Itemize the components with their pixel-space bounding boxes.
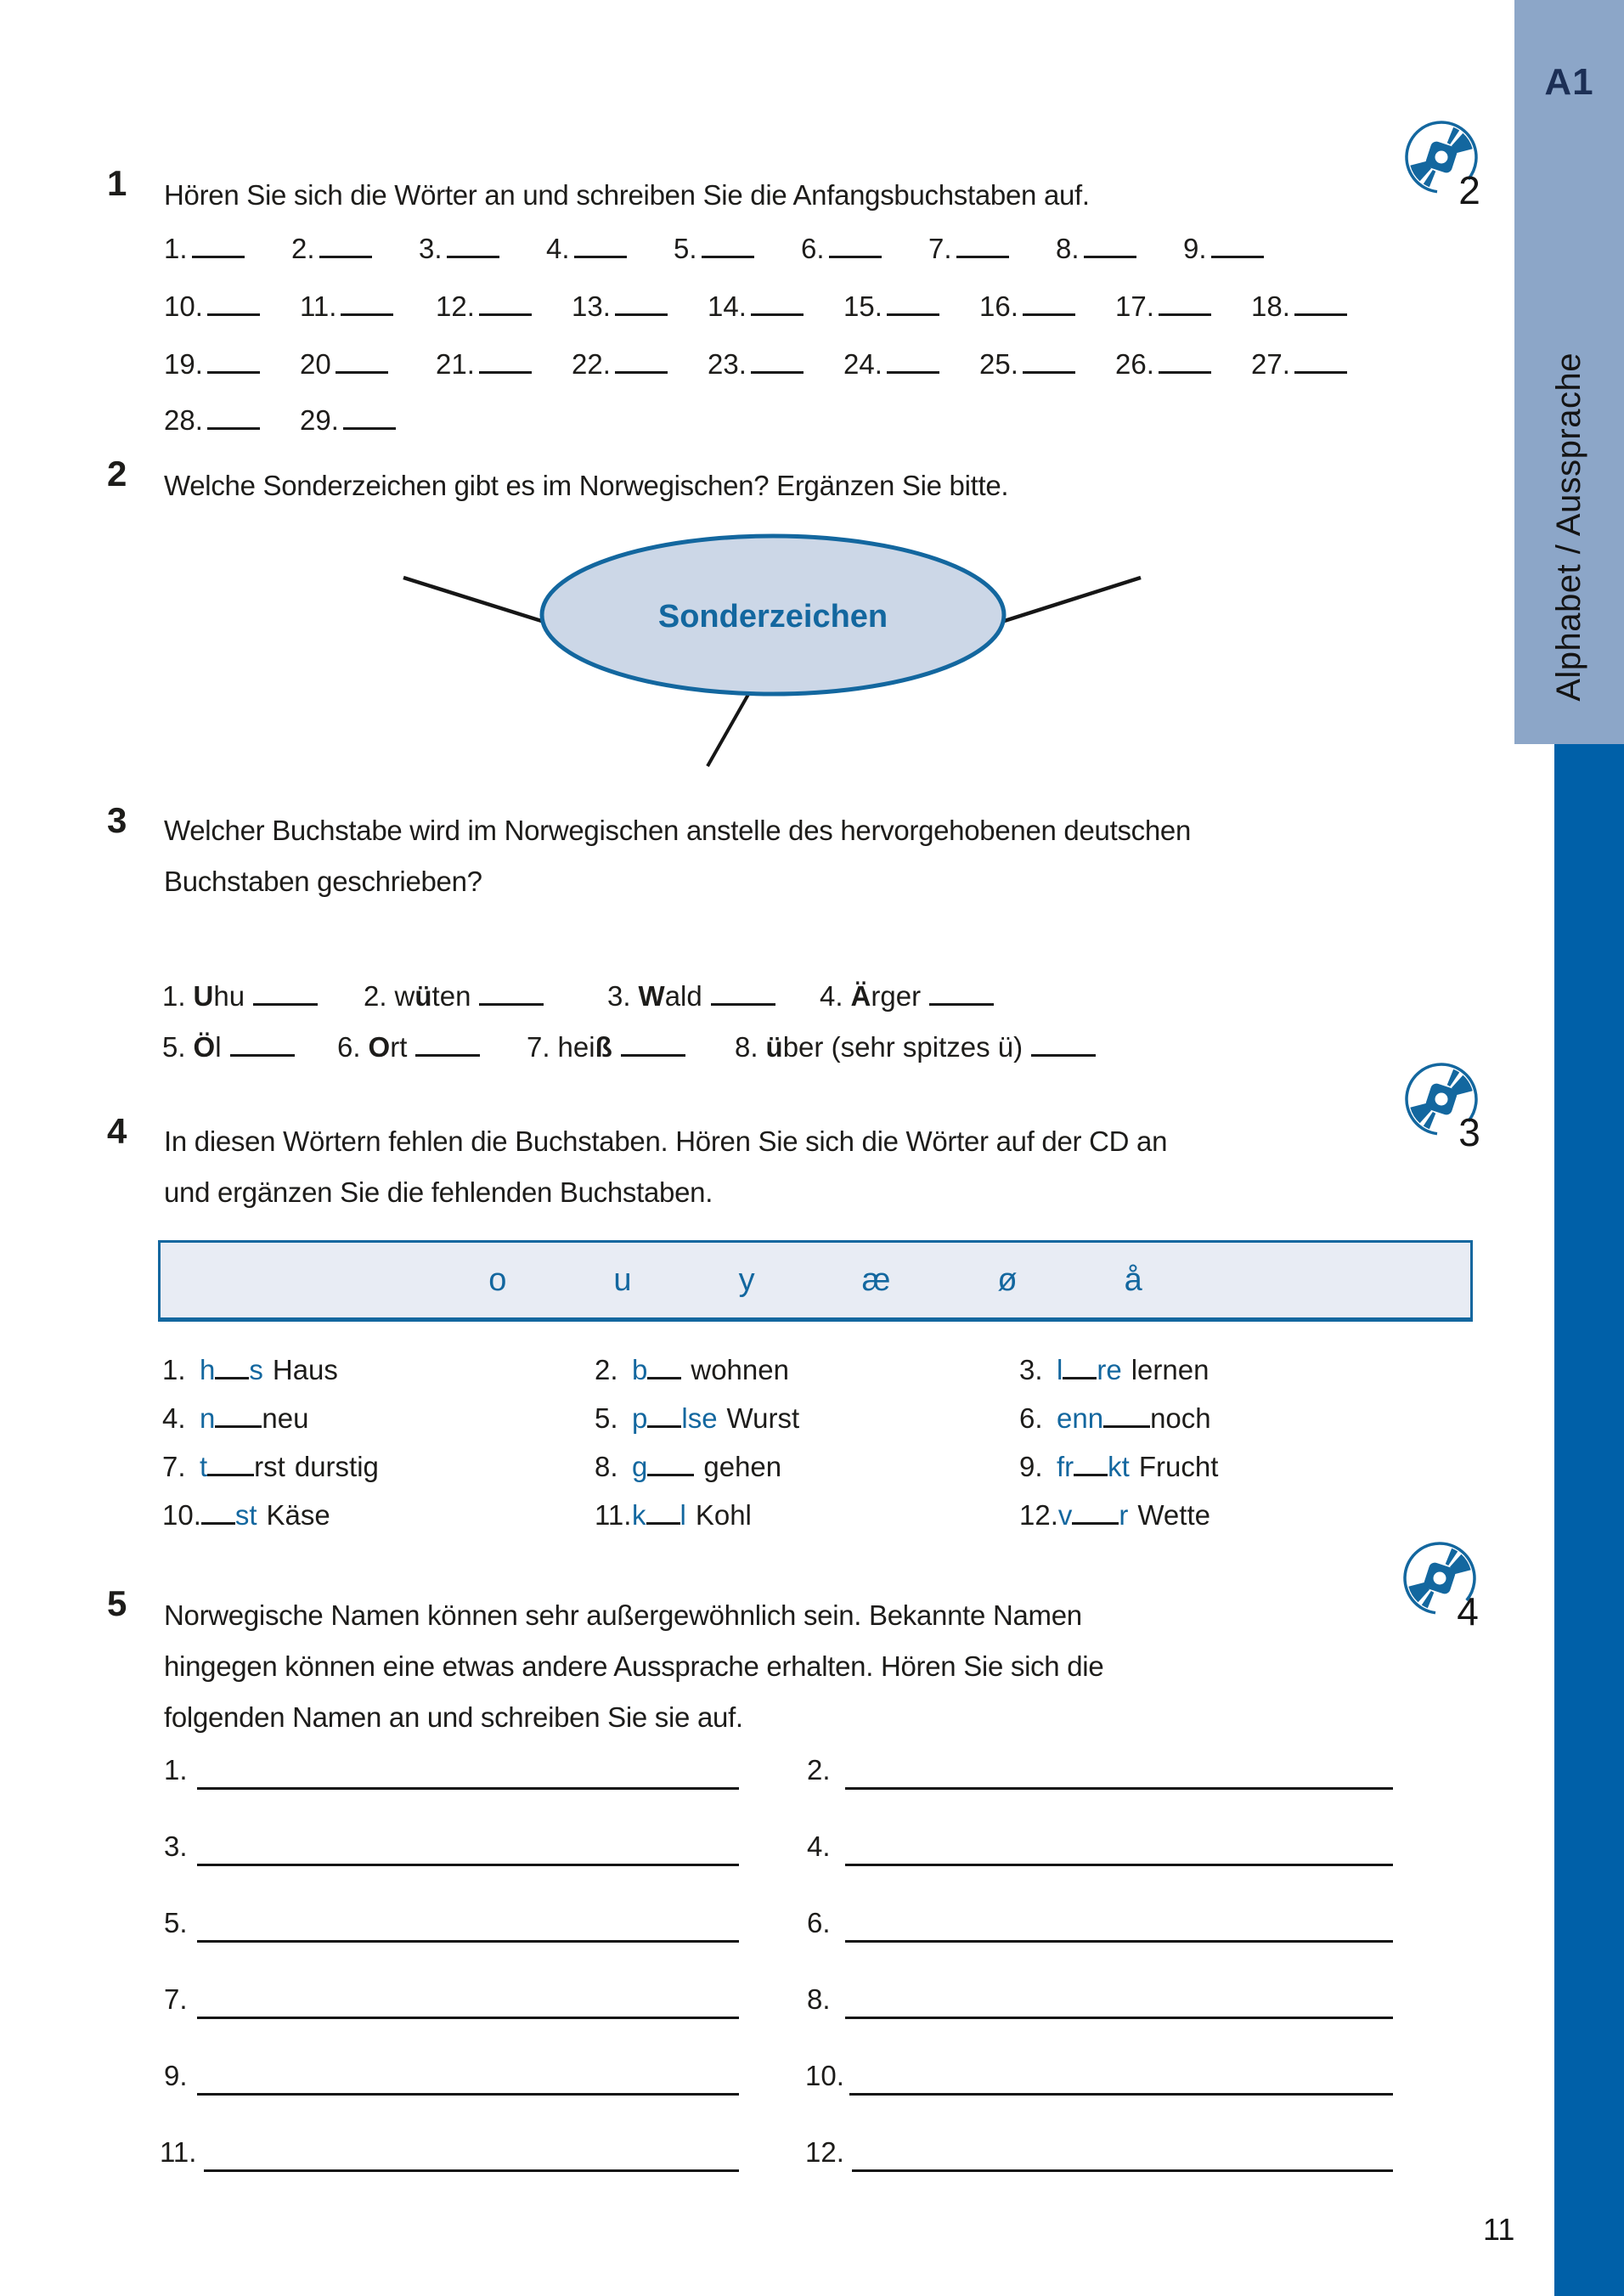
- blank-item: [1056, 228, 1183, 270]
- blank-item: [1115, 343, 1251, 386]
- instruction-line: hingegen können eine etwas andere Aussprache erhalten. Hören Sie sich die: [164, 1650, 1104, 1682]
- highlighted-letter: Ö: [193, 1031, 216, 1063]
- fill-in-item: 5. p lse Wurst: [595, 1397, 1019, 1446]
- item-number: 2.: [364, 980, 387, 1012]
- german-word: Wurst: [726, 1402, 800, 1434]
- answer-blank: [479, 343, 532, 374]
- fill-in-item: 9. fr kt Frucht: [1019, 1446, 1453, 1494]
- answer-blank: [1159, 285, 1211, 316]
- exercise-1-blank-row: [164, 285, 1387, 328]
- name-blank-row: [0, 1902, 1624, 1943]
- writing-line: [197, 1864, 739, 1866]
- exercise-5-instruction: [164, 1590, 1103, 1743]
- letter-option: ø: [997, 1261, 1018, 1298]
- blank-item: [843, 343, 979, 386]
- cd-track-icon: [1403, 119, 1488, 216]
- letter-item: 5. Öl: [162, 1026, 295, 1063]
- german-word: wohnen: [691, 1354, 789, 1385]
- name-blank-row: [0, 1978, 1624, 2019]
- blank-number: 10.: [164, 291, 203, 322]
- answer-blank: [829, 228, 882, 258]
- blank-number: 4.: [546, 233, 570, 264]
- letter-item: 4. Ärger: [820, 975, 994, 1013]
- blank-item: [436, 343, 572, 386]
- german-word: neu: [262, 1402, 309, 1434]
- item-number: 5.: [162, 1031, 186, 1063]
- blank-number: 20: [300, 348, 331, 380]
- answer-blank: [702, 228, 754, 258]
- blank-number: 26.: [1115, 348, 1154, 380]
- answer-blank: [215, 1349, 249, 1379]
- blank-item: [300, 343, 436, 386]
- answer-blank: [887, 343, 939, 374]
- blank-number: 24.: [843, 348, 882, 380]
- blank-item: [1251, 285, 1387, 328]
- german-word: durstig: [294, 1451, 379, 1482]
- answer-blank: [1063, 1349, 1097, 1379]
- blank-number: 12.: [436, 291, 475, 322]
- writing-line: [197, 2017, 739, 2019]
- exercise-4-number: 4: [107, 1111, 127, 1151]
- blank-number: 19.: [164, 348, 203, 380]
- writing-line: [197, 1940, 739, 1943]
- fill-in-item: 8. g gehen: [595, 1446, 1019, 1494]
- fill-in-item: 11.k l Kohl: [595, 1494, 1019, 1543]
- exercise-1-number: 1: [107, 163, 127, 203]
- highlighted-letter: ü: [414, 980, 432, 1012]
- blank-item: [546, 228, 674, 270]
- blank-number: 16.: [979, 291, 1018, 322]
- blank-number: 7.: [928, 233, 952, 264]
- cd-track-number: 3: [1458, 1110, 1480, 1154]
- blank-number: 8.: [807, 1983, 831, 2015]
- writing-line: [845, 2017, 1393, 2019]
- blank-item: [164, 343, 300, 386]
- writing-line: [852, 2169, 1393, 2172]
- answer-blank: [751, 343, 804, 374]
- item-number: 7.: [527, 1031, 550, 1063]
- letter-option: å: [1124, 1261, 1142, 1298]
- answer-blank: [1103, 1397, 1150, 1428]
- exercise-3-instruction: [164, 805, 1191, 907]
- letter-option: y: [738, 1261, 755, 1298]
- german-word: Haus: [272, 1354, 338, 1385]
- writing-line: [197, 1787, 739, 1790]
- blank-number: 9.: [164, 2060, 188, 2091]
- writing-line: [197, 2093, 739, 2096]
- page-number: 11: [1483, 2212, 1515, 2247]
- instruction-line: Welcher Buchstabe wird im Norwegischen anstelle des hervorgehobenen deutschen: [164, 815, 1192, 846]
- blank-item: [572, 343, 708, 386]
- blank-item: [572, 285, 708, 328]
- answer-blank: [1294, 343, 1347, 374]
- blank-number: 11.: [300, 291, 337, 322]
- cd-track-number: 2: [1458, 168, 1480, 212]
- answer-blank: [646, 1494, 680, 1525]
- answer-blank: [1159, 343, 1211, 374]
- answer-blank: [1074, 1446, 1108, 1476]
- german-word: gehen: [703, 1451, 782, 1482]
- exercise-2-number: 2: [107, 454, 127, 494]
- cd-track-icon: [1403, 1061, 1488, 1158]
- chapter-sidebar: [1514, 289, 1624, 764]
- blank-number: 23.: [708, 348, 747, 380]
- cd-track-icon: [1401, 1540, 1486, 1637]
- blank-item: [436, 285, 572, 328]
- item-number: 3.: [607, 980, 631, 1012]
- blank-item: [291, 228, 419, 270]
- fill-in-item: 7. t rst durstig: [162, 1446, 595, 1494]
- highlighted-letter: ß: [595, 1031, 612, 1063]
- fill-in-item: 12.v r Wette: [1019, 1494, 1453, 1543]
- item-number: 1.: [162, 980, 186, 1012]
- blank-number: 17.: [1115, 291, 1154, 322]
- fill-in-item: 3. l re lernen: [1019, 1349, 1453, 1397]
- answer-blank: [201, 1494, 235, 1525]
- fill-in-item: 2. b wohnen: [595, 1349, 1019, 1397]
- blank-number: 22.: [572, 348, 611, 380]
- german-word: Frucht: [1138, 1451, 1219, 1482]
- blank-number: 27.: [1251, 348, 1290, 380]
- blank-number: 11.: [160, 2136, 197, 2168]
- blank-number: 25.: [979, 348, 1018, 380]
- blank-item: [843, 285, 979, 328]
- highlighted-letter: Ä: [850, 980, 871, 1012]
- blank-item: [674, 228, 801, 270]
- blank-number: 7.: [164, 1983, 188, 2015]
- letter-item: 8. über (sehr spitzes ü): [735, 1026, 1096, 1063]
- sonderzeichen-mindmap: [166, 520, 1363, 775]
- name-blank-row: [0, 1825, 1624, 1866]
- fill-in-item: 4. n neu: [162, 1397, 595, 1446]
- writing-line: [204, 2169, 739, 2172]
- name-blank-row: [0, 2055, 1624, 2096]
- blank-number: 5.: [164, 1907, 188, 1938]
- exercise-1-blank-row: [164, 228, 1311, 270]
- german-word: noch: [1150, 1402, 1211, 1434]
- blank-number: 14.: [708, 291, 747, 322]
- answer-blank: [1023, 343, 1075, 374]
- answer-blank: [230, 1026, 295, 1057]
- blank-number: 12.: [805, 2136, 844, 2168]
- blank-number: 10.: [805, 2060, 844, 2091]
- answer-blank: [447, 228, 499, 258]
- instruction-line: und ergänzen Sie die fehlenden Buchstaben.: [164, 1176, 713, 1208]
- highlighted-letter: U: [193, 980, 214, 1012]
- highlighted-letter: O: [368, 1031, 391, 1063]
- blank-item: [1115, 285, 1251, 328]
- mindmap-branch-bottom: [708, 691, 750, 766]
- blank-item: [164, 285, 300, 328]
- answer-blank: [1072, 1494, 1119, 1525]
- blank-number: 4.: [807, 1831, 831, 1862]
- exercise-4-instruction: [164, 1116, 1167, 1218]
- item-number: 4.: [820, 980, 843, 1012]
- answer-blank: [929, 975, 994, 1006]
- blank-item: [708, 285, 843, 328]
- blank-number: 6.: [801, 233, 825, 264]
- instruction-line: folgenden Namen an und schreiben Sie sie auf.: [164, 1701, 743, 1733]
- answer-blank: [192, 228, 245, 258]
- fill-in-item: 1. h s Haus: [162, 1349, 595, 1397]
- answer-blank: [1084, 228, 1136, 258]
- answer-blank: [207, 1446, 254, 1476]
- writing-line: [845, 1940, 1393, 1943]
- name-blank-row: [0, 2131, 1624, 2172]
- mindmap-branch-right: [996, 578, 1141, 623]
- fill-in-item: 6. enn noch: [1019, 1397, 1453, 1446]
- blank-item: [1183, 228, 1311, 270]
- answer-blank: [253, 975, 318, 1006]
- writing-line: [845, 1864, 1393, 1866]
- blank-number: 3.: [419, 233, 443, 264]
- letter-item: 3. Wald: [607, 975, 775, 1013]
- answer-blank: [215, 1397, 262, 1428]
- highlighted-letter: ü: [765, 1031, 783, 1063]
- blank-item: [164, 228, 291, 270]
- blank-number: 5.: [674, 233, 697, 264]
- blank-number: 28.: [164, 404, 203, 436]
- answer-blank: [479, 285, 532, 316]
- item-number: 6.: [337, 1031, 361, 1063]
- answer-blank: [647, 1397, 681, 1428]
- blank-number: 1.: [164, 233, 188, 264]
- answer-blank: [621, 1026, 685, 1057]
- mindmap-branch-left: [403, 578, 550, 623]
- answer-blank: [341, 285, 393, 316]
- answer-blank: [207, 343, 260, 374]
- mindmap-bubble-label: Sonderzeichen: [657, 599, 888, 635]
- exercise-1-blank-row: [164, 343, 1387, 386]
- blank-number: 15.: [843, 291, 882, 322]
- letter-item: 7. heiß: [527, 1026, 685, 1063]
- exercise-1-blank-row: [164, 399, 436, 442]
- blank-item: [164, 399, 300, 442]
- answer-blank: [956, 228, 1009, 258]
- blank-item: [979, 343, 1115, 386]
- answer-blank: [615, 343, 668, 374]
- blank-number: 18.: [1251, 291, 1290, 322]
- blank-number: 13.: [572, 291, 611, 322]
- answer-blank: [319, 228, 372, 258]
- blank-item: [300, 285, 436, 328]
- blank-number: 21.: [436, 348, 475, 380]
- answer-blank: [479, 975, 544, 1006]
- german-word: lernen: [1131, 1354, 1210, 1385]
- german-word: Käse: [266, 1499, 330, 1531]
- letter-option: æ: [861, 1261, 891, 1298]
- answer-blank: [1294, 285, 1347, 316]
- exercise-1-instruction: Hören Sie sich die Wörter an und schreiben Sie die Anfangsbuchstaben auf.: [164, 179, 1090, 211]
- item-number: 8.: [735, 1031, 758, 1063]
- answer-blank: [207, 285, 260, 316]
- fill-in-items: [162, 1349, 1453, 1543]
- blank-item: [1251, 343, 1387, 386]
- answer-blank: [1211, 228, 1264, 258]
- blank-item: [928, 228, 1056, 270]
- exercise-2-instruction: Welche Sonderzeichen gibt es im Norwegischen? Ergänzen Sie bitte.: [164, 470, 1009, 501]
- blank-number: 1.: [164, 1754, 188, 1785]
- blank-item: [419, 228, 546, 270]
- blank-item: [801, 228, 928, 270]
- instruction-line: Norwegische Namen können sehr außergewöhnlich sein. Bekannte Namen: [164, 1599, 1082, 1631]
- answer-blank: [1023, 285, 1075, 316]
- blank-number: 3.: [164, 1831, 188, 1862]
- blank-item: [300, 399, 436, 442]
- german-word: Wette: [1137, 1499, 1210, 1531]
- answer-blank: [415, 1026, 480, 1057]
- blank-number: 2.: [807, 1754, 831, 1785]
- blank-item: [708, 343, 843, 386]
- writing-line: [845, 1787, 1393, 1790]
- answer-blank: [711, 975, 775, 1006]
- writing-line: [849, 2093, 1393, 2096]
- name-blank-row: [0, 1749, 1624, 1790]
- blank-number: 8.: [1056, 233, 1080, 264]
- answer-blank: [615, 285, 668, 316]
- exercise-5-number: 5: [107, 1583, 127, 1623]
- german-word: Kohl: [695, 1499, 752, 1531]
- level-badge: A1: [1544, 61, 1594, 103]
- blank-number: 29.: [300, 404, 339, 436]
- instruction-line: In diesen Wörtern fehlen die Buchstaben. Hören Sie sich die Wörter auf der CD an: [164, 1125, 1168, 1157]
- blank-number: 6.: [807, 1907, 831, 1938]
- blank-number: 9.: [1183, 233, 1207, 264]
- answer-blank: [647, 1349, 681, 1379]
- answer-blank: [574, 228, 627, 258]
- highlighted-letter: W: [638, 980, 665, 1012]
- blank-item: [979, 285, 1115, 328]
- letter-option: o: [488, 1261, 507, 1298]
- instruction-line: Buchstaben geschrieben?: [164, 866, 482, 897]
- answer-blank: [887, 285, 939, 316]
- letter-option: u: [613, 1261, 632, 1298]
- blank-number: 2.: [291, 233, 315, 264]
- answer-blank: [343, 399, 396, 430]
- fill-in-item: 10. st Käse: [162, 1494, 595, 1543]
- answer-blank: [751, 285, 804, 316]
- answer-blank: [207, 399, 260, 430]
- answer-blank: [336, 343, 388, 374]
- letter-item: 6. Ort: [337, 1026, 480, 1063]
- exercise-3-number: 3: [107, 800, 127, 840]
- letter-choice-box: [158, 1240, 1473, 1322]
- chapter-label: Alphabet / Aussprache: [1550, 352, 1587, 702]
- answer-blank: [1031, 1026, 1096, 1057]
- letter-item: 1. Uhu: [162, 975, 318, 1013]
- letter-item: 2. wüten: [364, 975, 544, 1013]
- cd-track-number: 4: [1457, 1589, 1479, 1633]
- answer-blank: [647, 1446, 694, 1476]
